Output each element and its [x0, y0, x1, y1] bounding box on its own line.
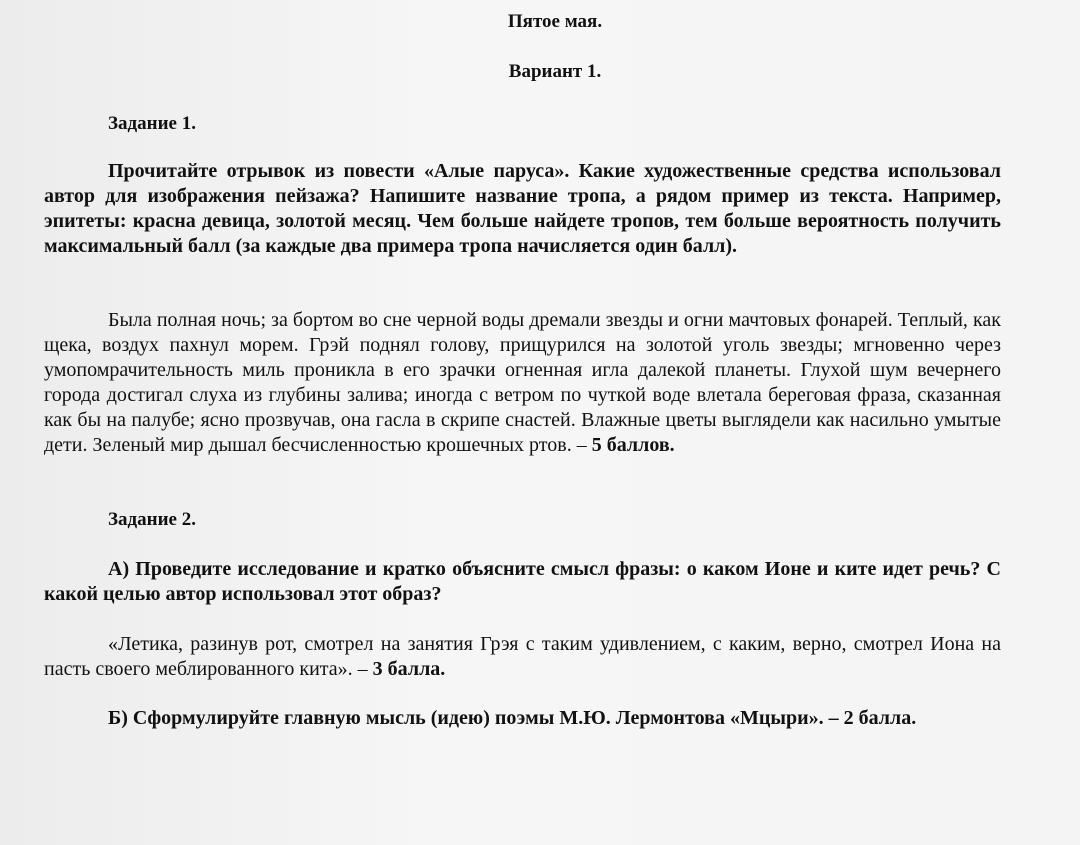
task1-instruction: Прочитайте отрывок из повести «Алые паруса». Какие художественные средства использовал автор для изображения пейзажа? Напишите название тропа, а рядом пример из текста. Например, эпитеты: красна девица, золотой месяц. Чем больше найдете тропов, тем больше вероятность получить максимальный балл (за каждые два примера тропа начисляется один балл).: [44, 160, 1001, 257]
task2-part-b-instruction: Б) Сформулируйте главную мысль (идею) поэмы М.Ю. Лермонтова «Мцыри». – 2 балла.: [108, 707, 917, 729]
variant-title: Вариант 1.: [508, 61, 602, 82]
task2-part-a-instruction: А) Проведите исследование и кратко объясните смысл фразы: о каком Ионе и ките идет речь? С какой целью автор использовал этот образ?: [44, 558, 1001, 605]
task1-score: 5 баллов.: [591, 434, 675, 456]
task1-excerpt: [44, 308, 1001, 458]
document-date: Пятое мая.: [507, 11, 603, 32]
task2-part-a-score: 3 балла.: [372, 658, 446, 680]
task2-heading: Задание 2.: [108, 509, 196, 530]
task2-part-a-quote-text: «Летика, разинув рот, смотрел на занятия Грэя с таким удивлением, с каким, верно, смотрел Иона на пасть своего меблированного кита». –: [44, 633, 1001, 680]
task2-part-a-quote: [44, 632, 1001, 682]
task1-excerpt-text: Была полная ночь; за бортом во сне черной воды дремали звезды и огни мачтовых фонарей. Теплый, как щека, воздух пахнул морем. Грэй поднял голову, прищурился на золотой уголь звезды; мгновенно через умопомрачительность миль проникла в его зрачки огненная игла далекой планеты. Глухой шум вечернего города достигал слуха из глубины залива; иногда с ветром по чуткой воде влетала береговая фраза, сказанная как бы на палубе; ясно прозвучав, она гасла в скрипе снастей. Влажные цветы выглядели как насильно умытые дети. Зеленый мир дышал бесчисленностью крошечных ртов. –: [44, 309, 1001, 456]
task1-heading: Задание 1.: [108, 113, 196, 134]
